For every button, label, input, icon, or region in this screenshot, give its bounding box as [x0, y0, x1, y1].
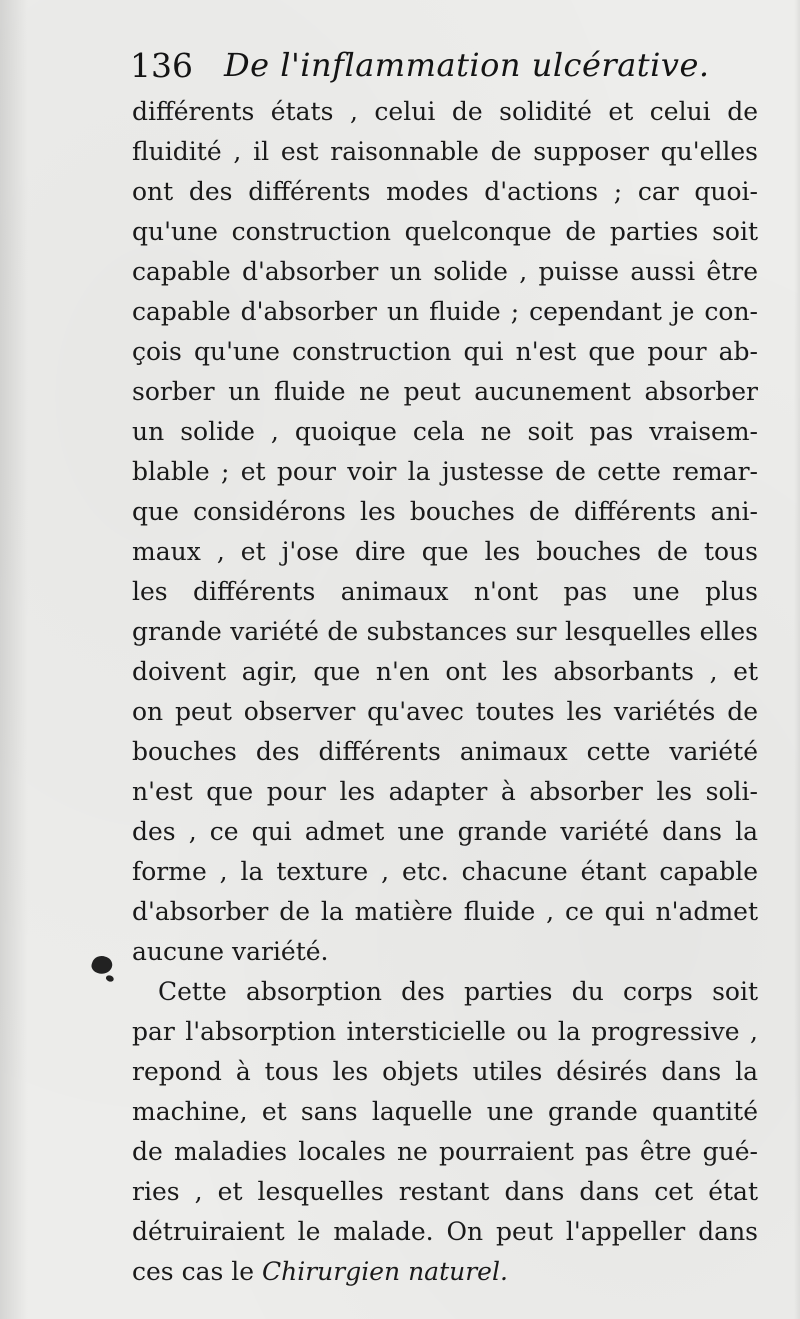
text-line: forme , la texture , etc. chacune étant capable [132, 857, 758, 886]
body-text [132, 92, 758, 1292]
text-line: capable d'absorber un fluide ; cependant je con- [132, 297, 758, 326]
text-line: repond à tous les objets utiles désirés dans la [132, 1057, 758, 1086]
text-line: aucune variété. [132, 937, 329, 966]
text-line: bouches des différents animaux cette variété [132, 737, 758, 766]
text-line: Cette absorption des parties du corps soit [158, 977, 758, 1006]
text-line: un solide , quoique cela ne soit pas vraisem- [132, 417, 758, 446]
italic-phrase: Chirurgien naturel. [262, 1257, 508, 1286]
final-line-text: ces cas le [132, 1257, 262, 1286]
text-line: détruiraient le malade. On peut l'appeller dans [132, 1217, 758, 1246]
text-line: ries , et lesquelles restant dans dans cet état [132, 1177, 758, 1206]
text-line: maux , et j'ose dire que les bouches de tous [132, 537, 758, 566]
page-edge [794, 0, 800, 1319]
text-line: d'absorber de la matière fluide , ce qui n'admet [132, 897, 758, 926]
text-line: grande variété de substances sur lesquelles elles [132, 617, 758, 646]
text-line: qu'une construction quelconque de parties soit [132, 217, 758, 246]
text-line: fluidité , il est raisonnable de supposer qu'elles [132, 137, 758, 166]
text-line: par l'absorption intersticielle ou la progressive , [132, 1017, 758, 1046]
page-number: 136 [130, 46, 193, 85]
paragraph-1 [132, 92, 758, 972]
text-line: différents états , celui de solidité et celui de [132, 97, 758, 126]
paragraph-2 [132, 972, 758, 1292]
text-line: n'est que pour les adapter à absorber les soli- [132, 777, 758, 806]
text-line: machine, et sans laquelle une grande quantité [132, 1097, 758, 1126]
text-line: doivent agir, que n'en ont les absorbants , et [132, 657, 758, 686]
text-line: on peut observer qu'avec toutes les variétés de [132, 697, 758, 726]
text-line: capable d'absorber un solide , puisse aussi être [132, 257, 758, 286]
text-line: sorber un fluide ne peut aucunement absorber [132, 377, 758, 406]
text-line: des , ce qui admet une grande variété dans la [132, 817, 758, 846]
text-line-final [132, 1252, 758, 1292]
text-line: que considérons les bouches de différents ani- [132, 497, 758, 526]
text-line: ont des différents modes d'actions ; car quoi- [132, 177, 758, 206]
page-header [130, 42, 770, 90]
text-line: blable ; et pour voir la justesse de cette remar- [132, 457, 758, 486]
text-line: çois qu'une construction qui n'est que pour ab- [132, 337, 758, 366]
ink-blot-mark [90, 953, 115, 977]
text-line: de maladies locales ne pourraient pas être gué- [132, 1137, 758, 1166]
text-line: les différents animaux n'ont pas une plus [132, 577, 758, 606]
running-title: De l'inflammation ulcérative. [224, 46, 710, 84]
binding-shadow [0, 0, 28, 1319]
